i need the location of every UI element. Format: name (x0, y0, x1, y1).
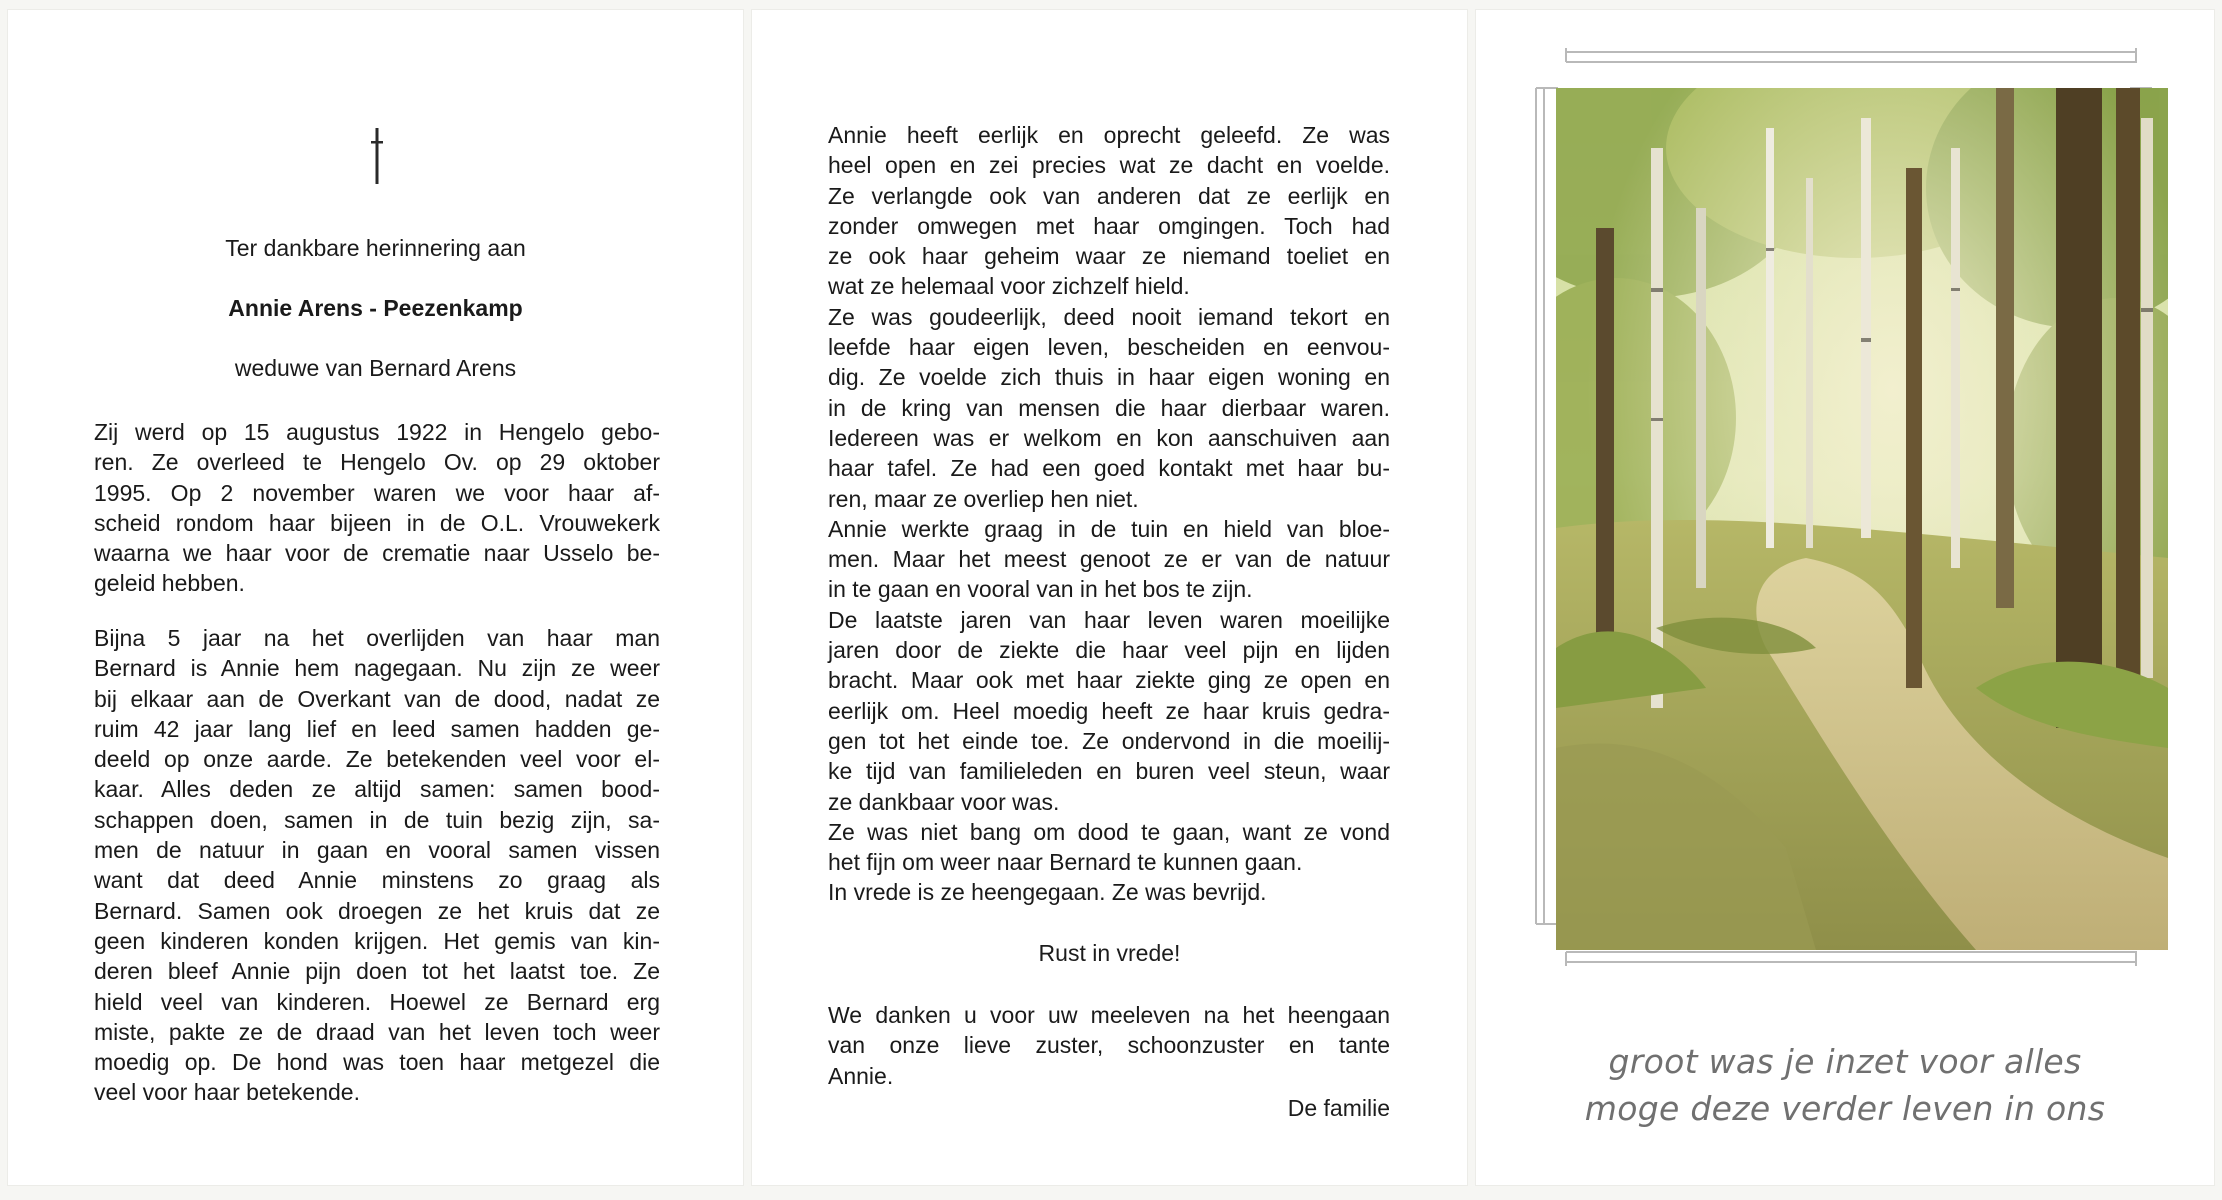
right-card-panel (1476, 10, 2214, 1185)
text-line: We danken u voor uw meeleven na het heengaan (828, 1002, 1390, 1028)
left-card-panel (8, 10, 743, 1185)
text-line: ze ook haar geheim waar ze niemand toeliet en (828, 243, 1390, 270)
middle-card-panel (752, 10, 1467, 1185)
text-line: Annie. (828, 1062, 894, 1089)
tribute-paragraph (828, 120, 1390, 908)
text-line: ke tijd van familieleden en buren veel steun, waar (828, 758, 1390, 785)
life-paragraph (94, 623, 660, 1108)
text-line: haar tafel. Ze had een goed kontakt met haar bu- (828, 455, 1390, 482)
text-line: van onze lieve zuster, schoonzuster en tante (828, 1032, 1390, 1059)
thanks-paragraph (828, 1000, 1390, 1091)
text-line: ren, maar ze overliep hen niet. (828, 485, 1139, 512)
text-line: heel open en zei precies wat ze dacht en voelde. (828, 152, 1390, 179)
text-line: bracht. Maar ook met haar ziekte ging ze open en (828, 667, 1390, 694)
text-line: eerlijk om. Heel moedig heeft ze haar kruis gedra- (828, 697, 1390, 724)
text-line: hield veel van kinderen. Hoewel ze Bernard erg (94, 988, 660, 1015)
memorial-intro: Ter dankbare herinnering aan (225, 235, 526, 261)
text-line: ruim 42 jaar lang lief en leed samen hadden ge- (94, 715, 660, 742)
text-line: geleid hebben. (94, 570, 245, 597)
text-line: moedig op. De hond was toen haar metgezel die (94, 1049, 660, 1076)
text-line: in de kring van mensen die haar dierbaar waren. (828, 394, 1390, 421)
text-line: Iedereen was er welkom en kon aanschuiven aan (828, 424, 1390, 451)
poem-line: moge deze verder leven in ons (1584, 1089, 2106, 1128)
deceased-name: Annie Arens - Peezenkamp (228, 295, 523, 321)
text-line: Ze was goudeerlijk, deed nooit iemand tekort en (828, 303, 1390, 330)
text-line: ze dankbaar voor was. (828, 788, 1060, 815)
text-line: men de natuur in gaan en vooral samen vissen (94, 837, 660, 864)
text-line: het fijn om weer naar Bernard te kunnen gaan. (828, 849, 1303, 876)
text-line: In vrede is ze heengegaan. Ze was bevrijd. (828, 879, 1267, 906)
text-line: veel voor haar betekende. (94, 1079, 360, 1106)
text-line: scheid rondom haar bijeen in de O.L. Vrouwekerk (94, 509, 660, 536)
text-line: dig. Ze voelde zich thuis in haar eigen woning en (828, 364, 1390, 391)
text-line: want dat deed Annie minstens zo graag als (94, 867, 660, 894)
text-line: Ze verlangde ook van anderen dat ze eerlijk en (828, 182, 1390, 209)
rest-in-peace: Rust in vrede! (1038, 940, 1181, 966)
forest-path-photo (1556, 88, 2168, 950)
text-line: zonder omwegen met haar omgingen. Toch had (828, 212, 1390, 239)
text-line: Ze was niet bang om dood te gaan, want ze vond (828, 818, 1390, 845)
text-line: Bijna 5 jaar na het overlijden van haar man (94, 625, 660, 651)
text-line: wat ze helemaal voor zichzelf hield. (828, 273, 1190, 300)
text-line: jaren door de ziekte die haar veel pijn en lijden (828, 637, 1390, 664)
text-line: miste, pakte ze de draad van het leven toch weer (94, 1018, 660, 1045)
text-line: leefde haar eigen leven, bescheiden en eenvou- (828, 334, 1390, 361)
text-line: deren bleef Annie pijn doen tot het laatst toe. Ze (94, 958, 660, 985)
cross-icon (371, 128, 383, 184)
signature: De familie (1287, 1095, 1390, 1121)
text-line: De laatste jaren van haar leven waren moeilijke (828, 606, 1390, 633)
text-line: Bernard is Annie hem nagegaan. Nu zijn ze weer (94, 655, 660, 682)
text-line: Bernard. Samen ook droegen ze het kruis dat ze (94, 897, 660, 924)
text-line: 1995. Op 2 november waren we voor haar af- (94, 479, 660, 506)
text-line: bij elkaar aan de Overkant van de dood, nadat ze (94, 685, 660, 712)
text-line: geen kinderen konden krijgen. Het gemis van kin- (94, 927, 660, 954)
text-line: men. Maar het meest genoot ze er van de natuur (828, 546, 1390, 573)
text-line: schappen doen, samen in de tuin bezig zijn, sa- (94, 806, 660, 833)
text-line: in te gaan en vooral van in het bos te zijn. (828, 576, 1253, 603)
text-line: kaar. Alles deden ze altijd samen: samen bood- (94, 776, 660, 803)
text-line: Annie werkte graag in de tuin en hield van bloe- (828, 515, 1390, 542)
text-line: gen tot het einde toe. Ze ondervond in die moeilij- (828, 727, 1390, 754)
widow-line: weduwe van Bernard Arens (234, 355, 517, 381)
text-line: waarna we haar voor de crematie naar Usselo be- (94, 540, 660, 567)
biography-paragraph (94, 417, 660, 599)
text-line: deeld op onze aarde. Ze betekenden veel voor el- (94, 746, 660, 773)
text-line: Zij werd op 15 augustus 1922 in Hengelo gebo- (94, 419, 660, 445)
text-line: Annie heeft eerlijk en oprecht geleefd. Ze was (828, 122, 1390, 148)
text-line: ren. Ze overleed te Hengelo Ov. op 29 oktober (94, 449, 660, 476)
poem-line: groot was je inzet voor alles (1608, 1042, 2082, 1081)
